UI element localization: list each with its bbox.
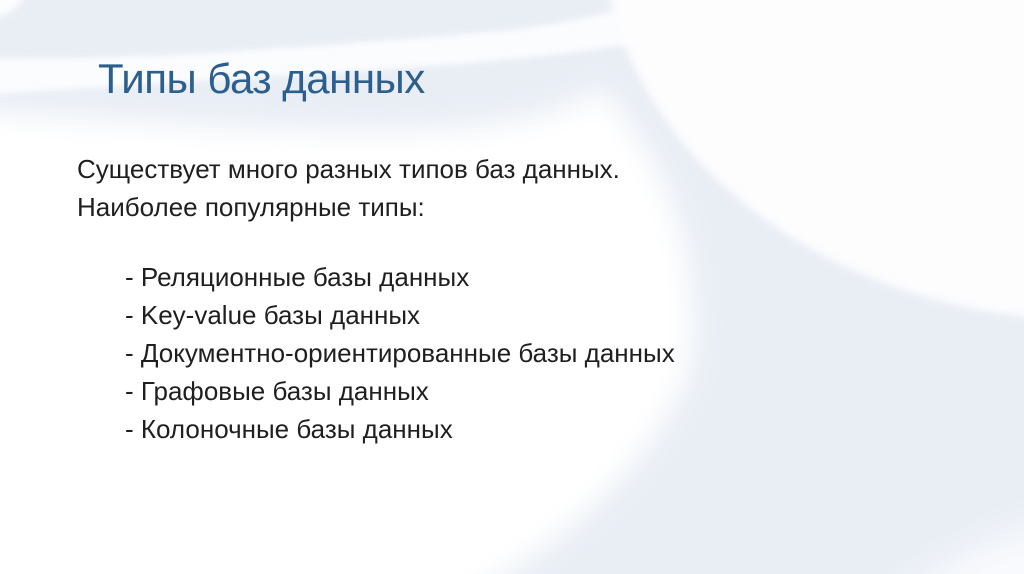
intro-line: Наиболее популярные типы:	[77, 192, 425, 222]
intro-line: Существует много разных типов баз данных.	[77, 154, 620, 184]
list-item: - Документно-ориентированные базы данных	[125, 338, 675, 368]
list-item: - Реляционные базы данных	[125, 262, 470, 292]
list-item: - Key-value базы данных	[125, 300, 421, 330]
slide-title: Типы баз данных	[98, 55, 425, 102]
database-types-list	[125, 258, 675, 448]
intro-paragraph	[77, 150, 620, 226]
list-item: - Колоночные базы данных	[125, 414, 453, 444]
list-item: - Графовые базы данных	[125, 376, 429, 406]
